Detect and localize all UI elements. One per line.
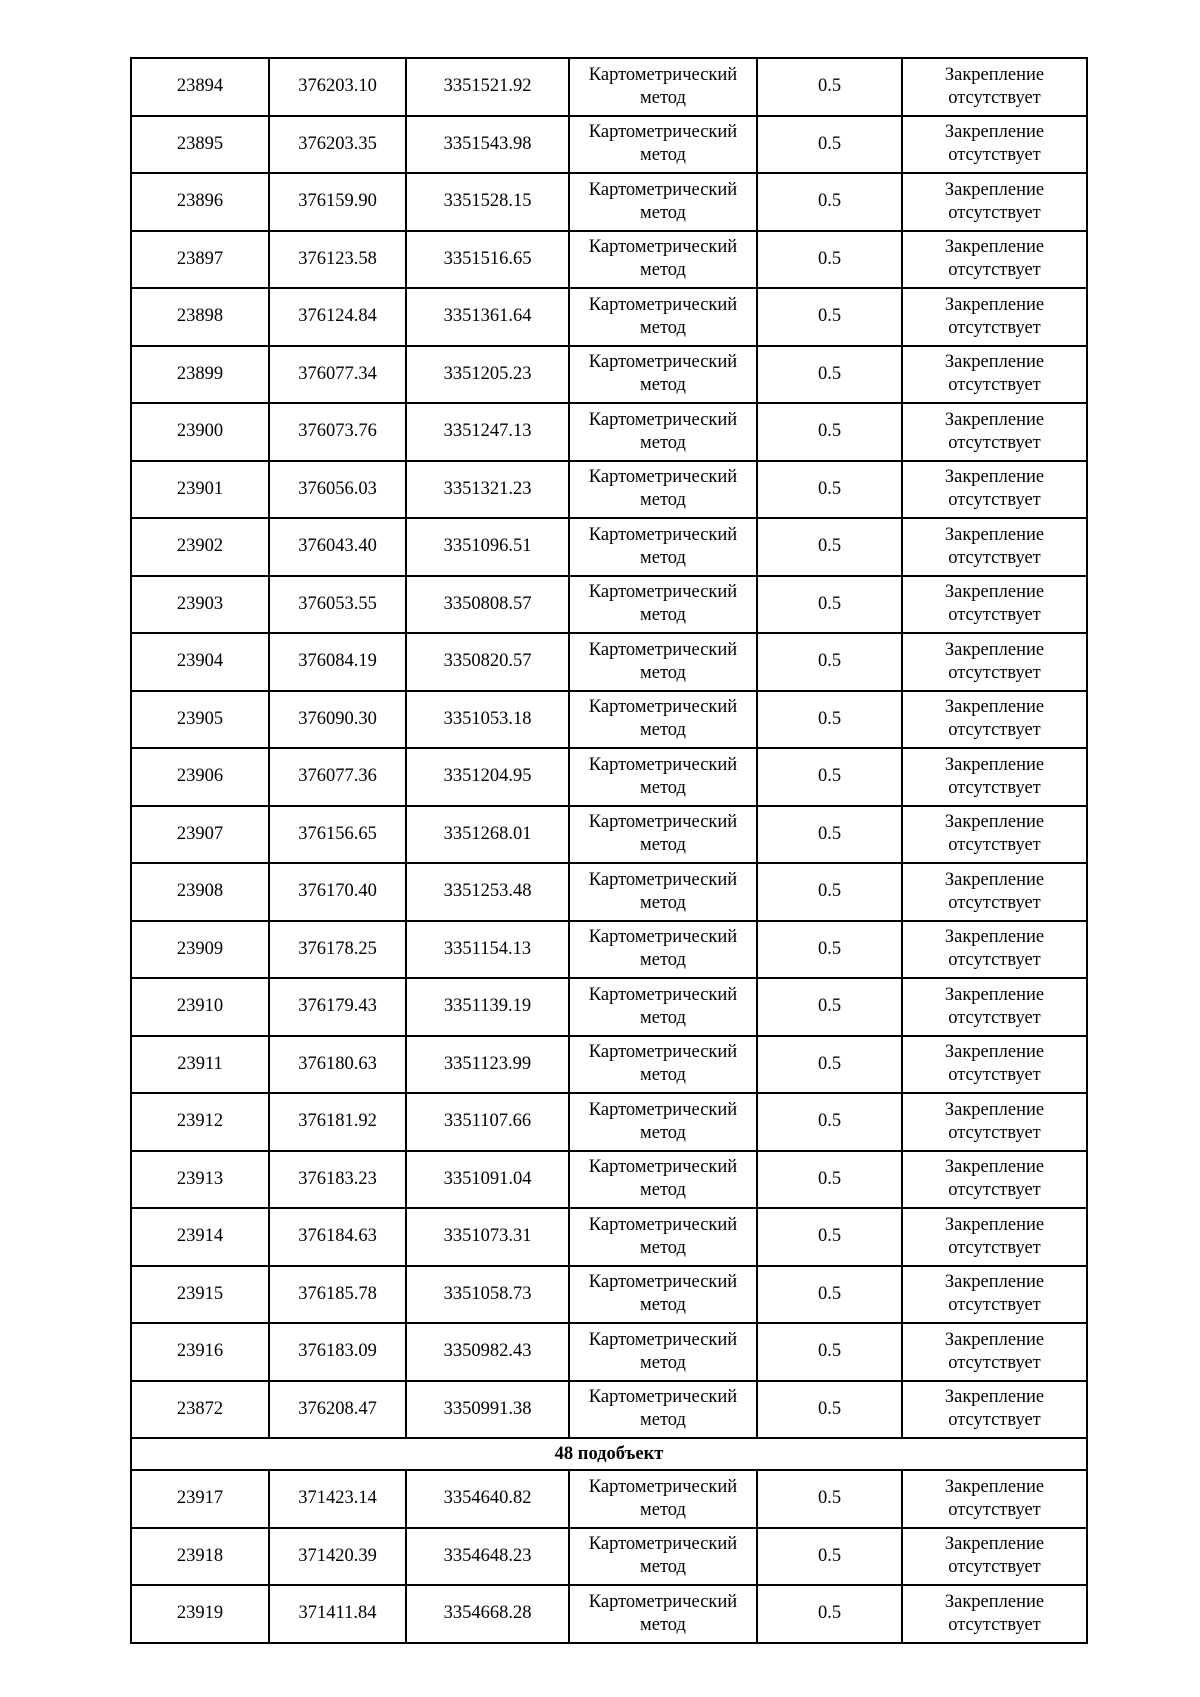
- fixation-cell: [902, 403, 1087, 461]
- table-row: [131, 576, 1087, 634]
- x-coordinate-cell: 371420.39: [269, 1528, 406, 1586]
- table-row: [131, 1093, 1087, 1151]
- fixation-cell: [902, 978, 1087, 1036]
- x-coordinate-cell: 376077.34: [269, 346, 406, 404]
- y-coordinate-cell: 3351053.18: [406, 691, 569, 749]
- accuracy-cell: 0.5: [757, 633, 902, 691]
- x-coordinate-cell: 376090.30: [269, 691, 406, 749]
- y-coordinate-cell: 3351253.48: [406, 863, 569, 921]
- method-cell: [569, 1528, 757, 1586]
- fixation-cell: [902, 1585, 1087, 1643]
- x-coordinate-cell: 376180.63: [269, 1036, 406, 1094]
- fixation-cell-text: Закрепление отсутствует: [944, 467, 1045, 511]
- method-cell: [569, 1381, 757, 1439]
- point-number-cell: 23905: [131, 691, 269, 749]
- method-cell-text: Картометрический метод: [588, 639, 738, 683]
- method-cell: [569, 806, 757, 864]
- table-row: [131, 1470, 1087, 1528]
- accuracy-cell: 0.5: [757, 1266, 902, 1324]
- accuracy-cell: 0.5: [757, 1036, 902, 1094]
- fixation-cell-text: Закрепление отсутствует: [944, 754, 1045, 798]
- fixation-cell-text: Закрепление отсутствует: [944, 179, 1045, 223]
- fixation-cell-text: Закрепление отсутствует: [944, 294, 1045, 338]
- method-cell: [569, 116, 757, 174]
- y-coordinate-cell: 3351154.13: [406, 921, 569, 979]
- accuracy-cell: 0.5: [757, 978, 902, 1036]
- point-number-cell: 23897: [131, 231, 269, 289]
- x-coordinate-cell: 376073.76: [269, 403, 406, 461]
- method-cell: [569, 748, 757, 806]
- y-coordinate-cell: 3351205.23: [406, 346, 569, 404]
- x-coordinate-cell: 376179.43: [269, 978, 406, 1036]
- y-coordinate-cell: 3351123.99: [406, 1036, 569, 1094]
- method-cell-text: Картометрический метод: [588, 524, 738, 568]
- accuracy-cell: 0.5: [757, 1208, 902, 1266]
- y-coordinate-cell: 3351073.31: [406, 1208, 569, 1266]
- fixation-cell: [902, 288, 1087, 346]
- accuracy-cell: 0.5: [757, 461, 902, 519]
- point-number-cell: 23895: [131, 116, 269, 174]
- method-cell-text: Картометрический метод: [588, 1157, 738, 1201]
- fixation-cell-text: Закрепление отсутствует: [944, 122, 1045, 166]
- y-coordinate-cell: 3351361.64: [406, 288, 569, 346]
- fixation-cell: [902, 58, 1087, 116]
- accuracy-cell: 0.5: [757, 863, 902, 921]
- x-coordinate-cell: 376203.10: [269, 58, 406, 116]
- method-cell-text: Картометрический метод: [588, 1272, 738, 1316]
- table-body: [131, 58, 1087, 1643]
- point-number-cell: 23911: [131, 1036, 269, 1094]
- point-number-cell: 23904: [131, 633, 269, 691]
- x-coordinate-cell: 376183.09: [269, 1323, 406, 1381]
- accuracy-cell: 0.5: [757, 1528, 902, 1586]
- method-cell: [569, 576, 757, 634]
- fixation-cell-text: Закрепление отсутствует: [944, 582, 1045, 626]
- accuracy-cell: 0.5: [757, 806, 902, 864]
- fixation-cell: [902, 1323, 1087, 1381]
- accuracy-cell: 0.5: [757, 1585, 902, 1643]
- x-coordinate-cell: 376156.65: [269, 806, 406, 864]
- x-coordinate-cell: 376183.23: [269, 1151, 406, 1209]
- method-cell: [569, 231, 757, 289]
- fixation-cell-text: Закрепление отсутствует: [944, 1214, 1045, 1258]
- accuracy-cell: 0.5: [757, 231, 902, 289]
- fixation-cell: [902, 231, 1087, 289]
- table-row: [131, 346, 1087, 404]
- x-coordinate-cell: 376123.58: [269, 231, 406, 289]
- y-coordinate-cell: 3351321.23: [406, 461, 569, 519]
- fixation-cell: [902, 691, 1087, 749]
- method-cell-text: Картометрический метод: [588, 812, 738, 856]
- fixation-cell-text: Закрепление отсутствует: [944, 812, 1045, 856]
- method-cell-text: Картометрический метод: [588, 1214, 738, 1258]
- fixation-cell-text: Закрепление отсутствует: [944, 1591, 1045, 1635]
- point-number-cell: 23909: [131, 921, 269, 979]
- y-coordinate-cell: 3351139.19: [406, 978, 569, 1036]
- accuracy-cell: 0.5: [757, 921, 902, 979]
- x-coordinate-cell: 376124.84: [269, 288, 406, 346]
- method-cell: [569, 1208, 757, 1266]
- point-number-cell: 23903: [131, 576, 269, 634]
- x-coordinate-cell: 376170.40: [269, 863, 406, 921]
- x-coordinate-cell: 376208.47: [269, 1381, 406, 1439]
- fixation-cell: [902, 1093, 1087, 1151]
- method-cell-text: Картометрический метод: [588, 294, 738, 338]
- table-row: [131, 288, 1087, 346]
- accuracy-cell: 0.5: [757, 116, 902, 174]
- table-row: [131, 58, 1087, 116]
- point-number-cell: 23896: [131, 173, 269, 231]
- method-cell-text: Картометрический метод: [588, 467, 738, 511]
- method-cell-text: Картометрический метод: [588, 1042, 738, 1086]
- method-cell: [569, 461, 757, 519]
- y-coordinate-cell: 3350982.43: [406, 1323, 569, 1381]
- table-row: [131, 461, 1087, 519]
- table-row: [131, 116, 1087, 174]
- y-coordinate-cell: 3351107.66: [406, 1093, 569, 1151]
- table-row: [131, 1381, 1087, 1439]
- table-row: [131, 1266, 1087, 1324]
- fixation-cell-text: Закрепление отсутствует: [944, 1157, 1045, 1201]
- y-coordinate-cell: 3351091.04: [406, 1151, 569, 1209]
- method-cell: [569, 1266, 757, 1324]
- fixation-cell: [902, 1036, 1087, 1094]
- y-coordinate-cell: 3350991.38: [406, 1381, 569, 1439]
- table-row: [131, 633, 1087, 691]
- fixation-cell-text: Закрепление отсутствует: [944, 409, 1045, 453]
- point-number-cell: 23906: [131, 748, 269, 806]
- fixation-cell-text: Закрепление отсутствует: [944, 64, 1045, 108]
- fixation-cell: [902, 346, 1087, 404]
- fixation-cell-text: Закрепление отсутствует: [944, 869, 1045, 913]
- method-cell-text: Картометрический метод: [588, 409, 738, 453]
- y-coordinate-cell: 3351058.73: [406, 1266, 569, 1324]
- accuracy-cell: 0.5: [757, 1381, 902, 1439]
- point-number-cell: 23900: [131, 403, 269, 461]
- fixation-cell-text: Закрепление отсутствует: [944, 697, 1045, 741]
- method-cell-text: Картометрический метод: [588, 1534, 738, 1578]
- method-cell-text: Картометрический метод: [588, 237, 738, 281]
- table-row: [131, 1585, 1087, 1643]
- accuracy-cell: 0.5: [757, 576, 902, 634]
- table-row: [131, 691, 1087, 749]
- fixation-cell: [902, 1381, 1087, 1439]
- x-coordinate-cell: 371423.14: [269, 1470, 406, 1528]
- point-number-cell: 23901: [131, 461, 269, 519]
- method-cell-text: Картометрический метод: [588, 122, 738, 166]
- y-coordinate-cell: 3351528.15: [406, 173, 569, 231]
- method-cell: [569, 1151, 757, 1209]
- accuracy-cell: 0.5: [757, 1323, 902, 1381]
- fixation-cell-text: Закрепление отсутствует: [944, 524, 1045, 568]
- method-cell-text: Картометрический метод: [588, 754, 738, 798]
- point-number-cell: 23916: [131, 1323, 269, 1381]
- table-row: [131, 863, 1087, 921]
- point-number-cell: 23914: [131, 1208, 269, 1266]
- fixation-cell: [902, 1470, 1087, 1528]
- fixation-cell-text: Закрепление отсутствует: [944, 1476, 1045, 1520]
- x-coordinate-cell: 376084.19: [269, 633, 406, 691]
- x-coordinate-cell: 376043.40: [269, 518, 406, 576]
- table-row: [131, 1323, 1087, 1381]
- point-number-cell: 23894: [131, 58, 269, 116]
- accuracy-cell: 0.5: [757, 288, 902, 346]
- method-cell: [569, 173, 757, 231]
- method-cell-text: Картометрический метод: [588, 1387, 738, 1431]
- method-cell: [569, 346, 757, 404]
- fixation-cell: [902, 173, 1087, 231]
- y-coordinate-cell: 3354640.82: [406, 1470, 569, 1528]
- x-coordinate-cell: 376185.78: [269, 1266, 406, 1324]
- method-cell-text: Картометрический метод: [588, 927, 738, 971]
- point-number-cell: 23917: [131, 1470, 269, 1528]
- method-cell-text: Картометрический метод: [588, 1329, 738, 1373]
- fixation-cell: [902, 576, 1087, 634]
- table-row: [131, 1208, 1087, 1266]
- accuracy-cell: 0.5: [757, 58, 902, 116]
- table-row: [131, 1528, 1087, 1586]
- x-coordinate-cell: 376203.35: [269, 116, 406, 174]
- point-number-cell: 23902: [131, 518, 269, 576]
- method-cell: [569, 978, 757, 1036]
- method-cell-text: Картометрический метод: [588, 1099, 738, 1143]
- fixation-cell: [902, 633, 1087, 691]
- table-row: [131, 403, 1087, 461]
- accuracy-cell: 0.5: [757, 1151, 902, 1209]
- fixation-cell: [902, 748, 1087, 806]
- point-number-cell: 23913: [131, 1151, 269, 1209]
- table-row: [131, 1151, 1087, 1209]
- point-number-cell: 23915: [131, 1266, 269, 1324]
- method-cell: [569, 518, 757, 576]
- fixation-cell-text: Закрепление отсутствует: [944, 1042, 1045, 1086]
- accuracy-cell: 0.5: [757, 346, 902, 404]
- accuracy-cell: 0.5: [757, 403, 902, 461]
- table-row: [131, 921, 1087, 979]
- point-number-cell: 23898: [131, 288, 269, 346]
- fixation-cell-text: Закрепление отсутствует: [944, 984, 1045, 1028]
- accuracy-cell: 0.5: [757, 518, 902, 576]
- fixation-cell: [902, 1151, 1087, 1209]
- section-header-row: [131, 1438, 1087, 1470]
- fixation-cell-text: Закрепление отсутствует: [944, 352, 1045, 396]
- fixation-cell: [902, 1208, 1087, 1266]
- fixation-cell: [902, 518, 1087, 576]
- x-coordinate-cell: 376184.63: [269, 1208, 406, 1266]
- y-coordinate-cell: 3351516.65: [406, 231, 569, 289]
- y-coordinate-cell: 3354648.23: [406, 1528, 569, 1586]
- y-coordinate-cell: 3350820.57: [406, 633, 569, 691]
- fixation-cell-text: Закрепление отсутствует: [944, 927, 1045, 971]
- method-cell: [569, 1585, 757, 1643]
- method-cell-text: Картометрический метод: [588, 179, 738, 223]
- point-number-cell: 23918: [131, 1528, 269, 1586]
- x-coordinate-cell: 376178.25: [269, 921, 406, 979]
- method-cell: [569, 691, 757, 749]
- y-coordinate-cell: 3351521.92: [406, 58, 569, 116]
- point-number-cell: 23899: [131, 346, 269, 404]
- method-cell: [569, 1036, 757, 1094]
- accuracy-cell: 0.5: [757, 173, 902, 231]
- accuracy-cell: 0.5: [757, 691, 902, 749]
- table-row: [131, 748, 1087, 806]
- y-coordinate-cell: 3350808.57: [406, 576, 569, 634]
- table-row: [131, 173, 1087, 231]
- fixation-cell: [902, 1266, 1087, 1324]
- method-cell: [569, 1323, 757, 1381]
- fixation-cell-text: Закрепление отсутствует: [944, 1387, 1045, 1431]
- method-cell-text: Картометрический метод: [588, 984, 738, 1028]
- method-cell: [569, 863, 757, 921]
- x-coordinate-cell: 376056.03: [269, 461, 406, 519]
- table-row: [131, 518, 1087, 576]
- fixation-cell-text: Закрепление отсутствует: [944, 1099, 1045, 1143]
- point-number-cell: 23912: [131, 1093, 269, 1151]
- method-cell-text: Картометрический метод: [588, 64, 738, 108]
- table-row: [131, 978, 1087, 1036]
- x-coordinate-cell: 376077.36: [269, 748, 406, 806]
- method-cell-text: Картометрический метод: [588, 869, 738, 913]
- method-cell-text: Картометрический метод: [588, 582, 738, 626]
- fixation-cell: [902, 461, 1087, 519]
- method-cell: [569, 633, 757, 691]
- y-coordinate-cell: 3354668.28: [406, 1585, 569, 1643]
- accuracy-cell: 0.5: [757, 1093, 902, 1151]
- point-number-cell: 23907: [131, 806, 269, 864]
- accuracy-cell: 0.5: [757, 1470, 902, 1528]
- fixation-cell: [902, 116, 1087, 174]
- x-coordinate-cell: 371411.84: [269, 1585, 406, 1643]
- fixation-cell-text: Закрепление отсутствует: [944, 1329, 1045, 1373]
- table-row: [131, 806, 1087, 864]
- fixation-cell-text: Закрепление отсутствует: [944, 1534, 1045, 1578]
- fixation-cell-text: Закрепление отсутствует: [944, 237, 1045, 281]
- section-label: 48 подобъект: [131, 1438, 1087, 1470]
- y-coordinate-cell: 3351268.01: [406, 806, 569, 864]
- point-number-cell: 23908: [131, 863, 269, 921]
- fixation-cell-text: Закрепление отсутствует: [944, 1272, 1045, 1316]
- x-coordinate-cell: 376181.92: [269, 1093, 406, 1151]
- method-cell-text: Картометрический метод: [588, 1476, 738, 1520]
- accuracy-cell: 0.5: [757, 748, 902, 806]
- method-cell: [569, 58, 757, 116]
- fixation-cell: [902, 921, 1087, 979]
- method-cell: [569, 1093, 757, 1151]
- method-cell: [569, 288, 757, 346]
- y-coordinate-cell: 3351204.95: [406, 748, 569, 806]
- fixation-cell: [902, 863, 1087, 921]
- fixation-cell: [902, 806, 1087, 864]
- table-row: [131, 1036, 1087, 1094]
- method-cell: [569, 921, 757, 979]
- x-coordinate-cell: 376159.90: [269, 173, 406, 231]
- method-cell-text: Картометрический метод: [588, 352, 738, 396]
- method-cell-text: Картометрический метод: [588, 1591, 738, 1635]
- coordinates-table: [130, 57, 1088, 1644]
- fixation-cell-text: Закрепление отсутствует: [944, 639, 1045, 683]
- method-cell: [569, 1470, 757, 1528]
- y-coordinate-cell: 3351247.13: [406, 403, 569, 461]
- point-number-cell: 23919: [131, 1585, 269, 1643]
- method-cell-text: Картометрический метод: [588, 697, 738, 741]
- x-coordinate-cell: 376053.55: [269, 576, 406, 634]
- fixation-cell: [902, 1528, 1087, 1586]
- table-row: [131, 231, 1087, 289]
- point-number-cell: 23910: [131, 978, 269, 1036]
- method-cell: [569, 403, 757, 461]
- y-coordinate-cell: 3351096.51: [406, 518, 569, 576]
- point-number-cell: 23872: [131, 1381, 269, 1439]
- y-coordinate-cell: 3351543.98: [406, 116, 569, 174]
